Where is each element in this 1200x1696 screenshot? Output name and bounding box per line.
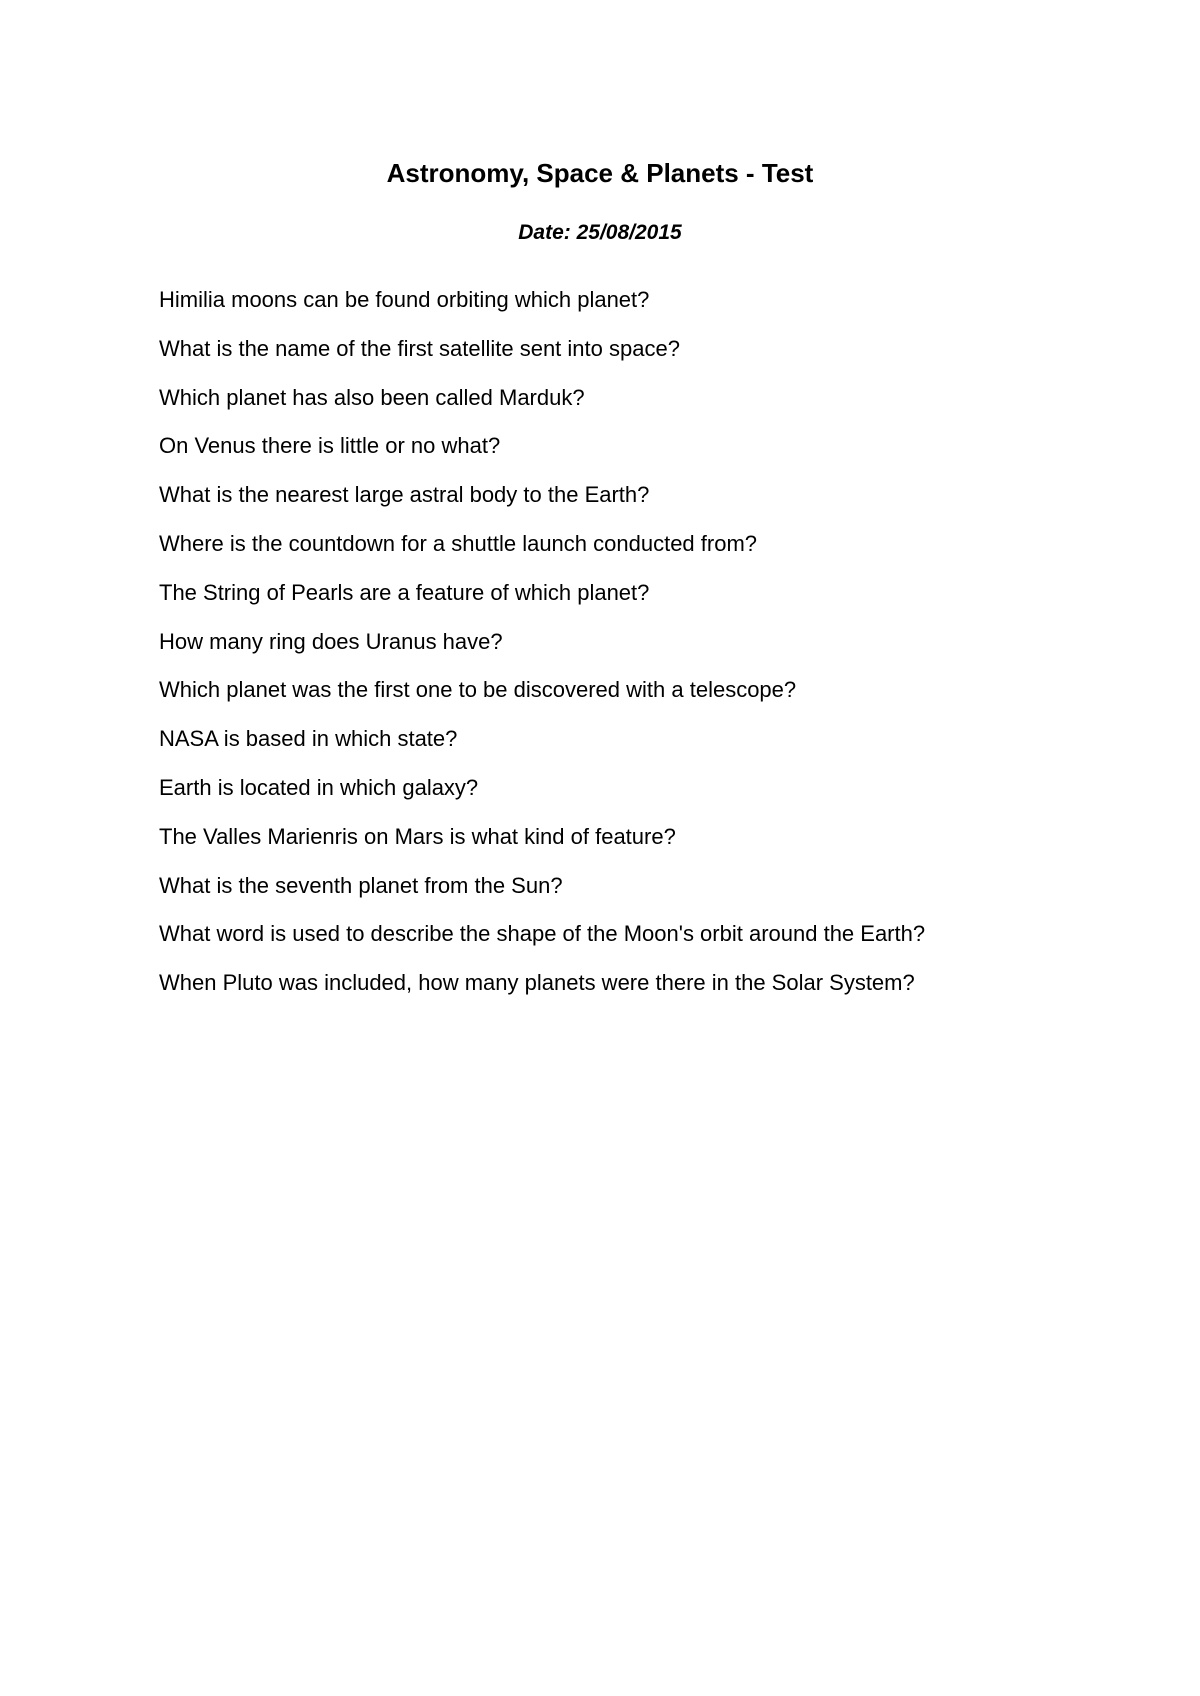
question-item: How many ring does Uranus have? bbox=[159, 628, 503, 654]
question-item: What is the seventh planet from the Sun? bbox=[159, 872, 563, 898]
question-item: Earth is located in which galaxy? bbox=[159, 774, 479, 800]
test-date: Date: 25/08/2015 bbox=[518, 221, 682, 244]
page-title: Astronomy, Space & Planets - Test bbox=[386, 158, 814, 188]
question-item: Which planet has also been called Marduk? bbox=[159, 384, 585, 410]
question-item: The String of Pearls are a feature of which planet? bbox=[159, 579, 650, 605]
question-list bbox=[159, 286, 1119, 1018]
question-item: The Valles Marienris on Mars is what kind of feature? bbox=[159, 823, 676, 849]
question-item: What is the nearest large astral body to the Earth? bbox=[159, 482, 650, 508]
question-item: What is the name of the first satellite sent into space? bbox=[159, 335, 680, 361]
question-item: Which planet was the first one to be discovered with a telescope? bbox=[159, 677, 797, 703]
question-item: When Pluto was included, how many planets were there in the Solar System? bbox=[159, 970, 915, 996]
question-item: NASA is based in which state? bbox=[159, 726, 458, 752]
question-item: On Venus there is little or no what? bbox=[159, 433, 501, 459]
question-item: Where is the countdown for a shuttle launch conducted from? bbox=[159, 530, 758, 556]
question-item: What word is used to describe the shape of the Moon's orbit around the Earth? bbox=[159, 921, 926, 947]
question-item: Himilia moons can be found orbiting which planet? bbox=[159, 287, 650, 312]
